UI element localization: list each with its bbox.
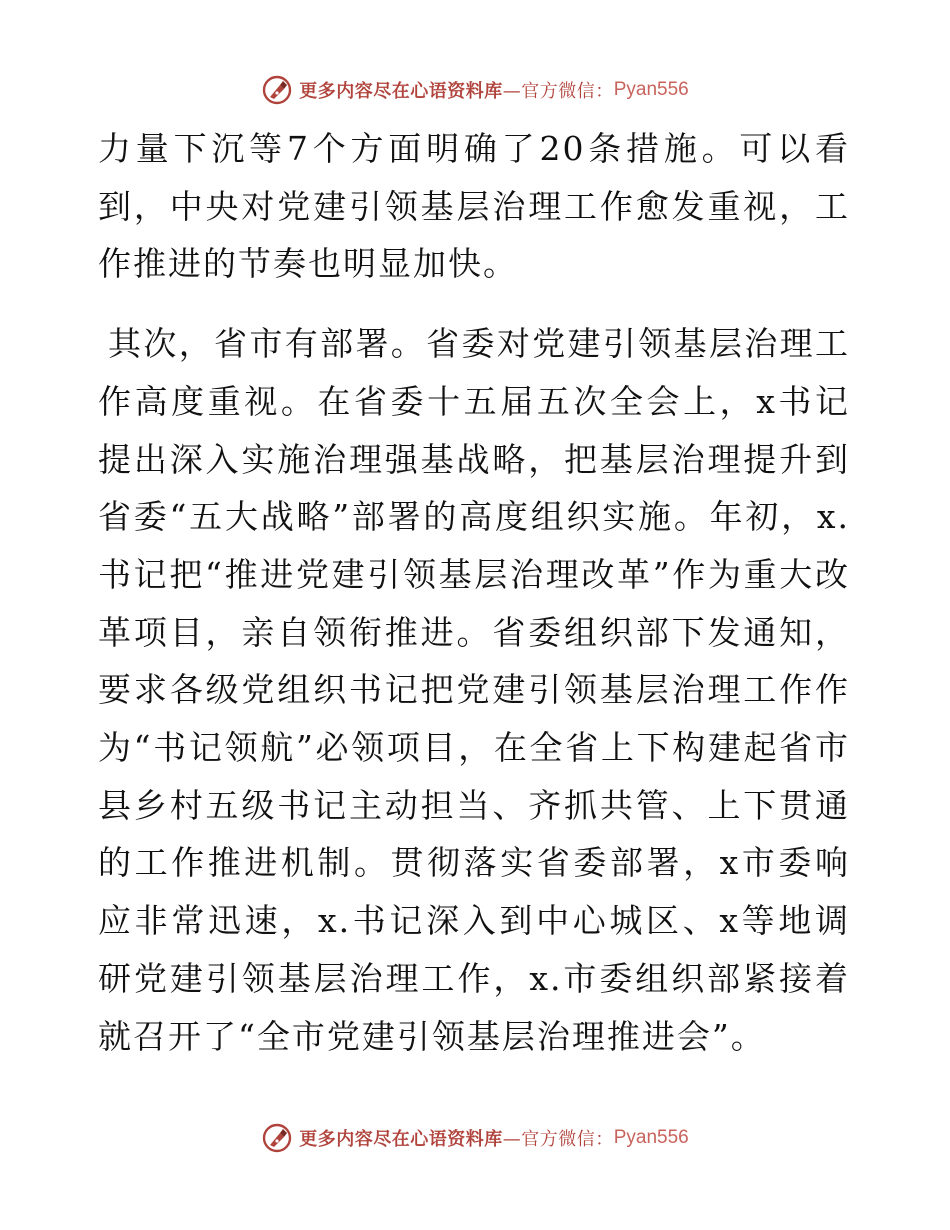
banner-site-name: 更多内容尽在心语资料库 (299, 1129, 503, 1150)
pen-nib-logo-icon (261, 74, 293, 106)
banner-wechat-label: —官方微信： (502, 1129, 614, 1150)
pen-nib-logo-icon (261, 1122, 293, 1154)
paragraph-2: 其次，省市有部署。省委对党建引领基层治理工作高度重视。在省委十五届五次全会上，x书记提出深入实施治理强基战略，把基层治理提升到省委“五大战略”部署的高度组织实施。年初，x.书记把“推进党建引领基层治理改革”作为重大改革项目，亲自领衔推进。省委组织部下发通知，要求各级党组织书记把党建引领基层治理工作作为“书记领航”必领项目，在全省上下构建起省市县乡村五级书记主动担当、齐抓共管、上下贯通的工作推进机制。贯彻落实省委部署，x市委响应非常迅速，x.书记深入到中心城区、x等地调研党建引领基层治理工作，x.市委组织部紧接着就召开了“全市党建引领基层治理推进会”。 (98, 324, 850, 1056)
header-banner (0, 70, 950, 110)
document-body (98, 120, 850, 1065)
paragraph-1: 力量下沉等7个方面明确了20条措施。可以看到，中央对党建引领基层治理工作愈发重视，工作推进的节奏也明显加快。 (98, 129, 850, 284)
banner-wechat-label: —官方微信： (502, 81, 614, 102)
footer-banner (0, 1118, 950, 1158)
banner-wechat-id: Pyan556 (613, 79, 689, 100)
banner-site-name: 更多内容尽在心语资料库 (299, 81, 503, 102)
banner-wechat-id: Pyan556 (613, 1127, 689, 1148)
